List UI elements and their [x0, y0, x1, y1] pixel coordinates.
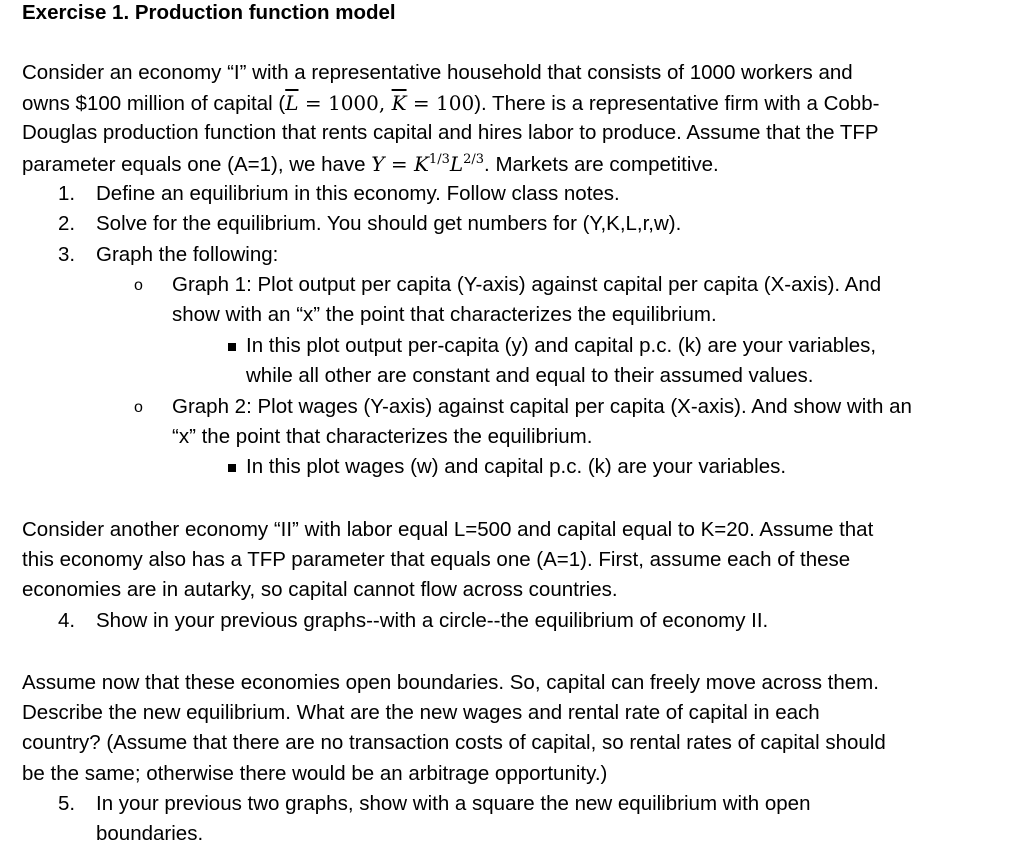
labor-bar-symbol: $\overline{L}$ [285, 91, 299, 116]
capital-symbol: K [413, 151, 429, 176]
list-item-text: Solve for the equilibrium. You should get numbers for (Y,K,L,r,w). [96, 212, 682, 235]
graph2-line-2 [172, 422, 992, 452]
list-item-5-line-2 [96, 819, 956, 849]
graph1-sub-line-2 [246, 361, 1006, 391]
labor-value: = 1000, [298, 91, 392, 116]
economy-two-line-2: this economy also has a TFP parameter that equals one (A=1). First, assume each of these [22, 548, 851, 572]
graph2-sub-text-1: In this plot wages (w) and capital p.c. (k) are your variables. [246, 455, 787, 478]
graph2-sub-bullet [208, 452, 1008, 482]
square-bullet-icon [228, 343, 236, 351]
equals-sign: = [384, 151, 414, 176]
graph1-bullet-item [134, 270, 994, 300]
graph1-line-2 [172, 300, 992, 330]
list-item-5 [58, 789, 958, 819]
list-item-text: Define an equilibrium in this economy. Follow class notes. [96, 182, 620, 205]
list-item-number: 3. [58, 243, 76, 266]
capital-value: = 100 [406, 91, 475, 116]
capital-exponent: 1/3 [428, 151, 450, 167]
graph1-sub-text-2: while all other are constant and equal to their assumed values. [246, 364, 814, 387]
exercise-title: Exercise 1. Production function model [22, 1, 396, 24]
intro-line-2 [22, 88, 1012, 118]
intro-paragraph [22, 58, 1012, 179]
graph1-text-line-2: show with an “x” the point that characterizes the equilibrium. [172, 303, 717, 326]
list-item-2 [58, 209, 958, 239]
square-bullet-icon [228, 464, 236, 472]
output-symbol: Y [371, 151, 385, 176]
intro-line-2-text: owns $100 million of capital ( [22, 92, 286, 116]
intro-line-1: Consider an economy “I” with a representative household that consists of 1000 workers and [22, 61, 853, 84]
economy-two-paragraph [22, 515, 1012, 606]
open-economy-paragraph [22, 668, 1012, 789]
list-item-text: Graph the following: [96, 243, 279, 266]
intro-line-4-tail: . Markets are competitive. [484, 152, 719, 176]
intro-line-2-tail: ). There is a representative firm with a Cobb- [474, 92, 880, 116]
graph2-bullet-item [134, 392, 1014, 422]
open-economy-line-3: country? (Assume that there are no transaction costs of capital, so rental rates of capital should [22, 731, 886, 755]
economy-two-line-3: economies are in autarky, so capital cannot flow across countries. [22, 578, 618, 602]
list-item-text: Show in your previous graphs--with a circle--the equilibrium of economy II. [96, 609, 769, 632]
labor-capital-expression [285, 91, 474, 115]
graph1-sub-text-1: In this plot output per-capita (y) and capital p.c. (k) are your variables, [246, 334, 877, 357]
graph1-text-line-1: Graph 1: Plot output per capita (Y-axis) against capital per capita (X-axis). And [172, 273, 882, 296]
open-economy-line-4: be the same; otherwise there would be an arbitrage opportunity.) [22, 761, 608, 785]
list-item-number: 5. [58, 792, 76, 815]
circle-bullet-icon: o [134, 277, 143, 294]
circle-bullet-icon: o [134, 399, 143, 416]
intro-line-3: Douglas production function that rents capital and hires labor to produce. Assume that the TFP [22, 121, 879, 145]
capital-bar-symbol: $\overline{K}$ [391, 91, 407, 116]
economy-two-line-1: Consider another economy “II” with labor equal L=500 and capital equal to K=20. Assume that [22, 518, 874, 541]
graph1-sub-bullet [208, 331, 1008, 361]
list-item-number: 1. [58, 182, 76, 205]
labor-exponent: 2/3 [463, 151, 485, 167]
list-item-number: 2. [58, 212, 76, 235]
list-item-text: In your previous two graphs, show with a square the new equilibrium with open [96, 792, 811, 815]
list-item-3 [58, 240, 958, 270]
graph2-text-line-2: “x” the point that characterizes the equilibrium. [172, 425, 593, 448]
list-item-number: 4. [58, 609, 76, 632]
intro-line-4-text: parameter equals one (A=1), we have [22, 152, 372, 176]
list-item-1 [58, 179, 958, 209]
labor-symbol: L [449, 151, 464, 176]
graph2-text-line-1: Graph 2: Plot wages (Y-axis) against capital per capita (X-axis). And show with an [172, 395, 912, 418]
list-item-text-2: boundaries. [96, 822, 204, 845]
production-function-formula [371, 152, 484, 176]
intro-line-4 [22, 149, 1012, 179]
open-economy-line-1: Assume now that these economies open boundaries. So, capital can freely move across them. [22, 671, 879, 694]
open-economy-line-2: Describe the new equilibrium. What are the new wages and rental rate of capital in each [22, 701, 820, 725]
list-item-4 [58, 606, 958, 636]
